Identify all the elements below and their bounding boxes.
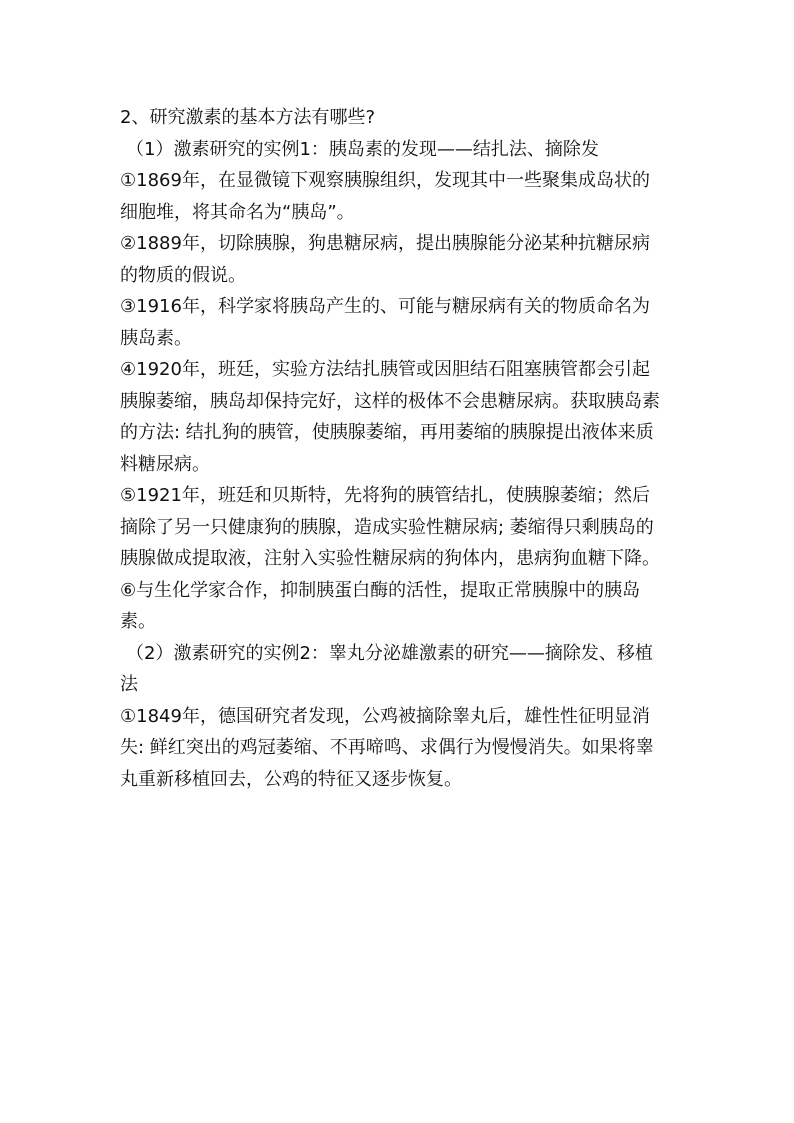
text-line: ⑥与生化学家合作，抑制胰蛋白酶的活性，提取正常胰腺中的胰岛 xyxy=(120,579,641,601)
text-line: 胰腺萎缩，胰岛却保持完好，这样的极体不会患糖尿病。获取胰岛素 xyxy=(120,390,660,412)
document-body xyxy=(120,102,680,795)
section-heading-2: （2）激素研究的实例2：睾丸分泌雄激素的研究——摘除发、移植 xyxy=(126,642,653,664)
text-line: 的物质的假说。 xyxy=(120,264,246,286)
text-line: 摘除了另一只健康狗的胰腺，造成实验性糖尿病; 萎缩得只剩胰岛的 xyxy=(120,516,654,538)
text-line: ③1916年，科学家将胰岛产生的、可能与糖尿病有关的物质命名为 xyxy=(120,296,650,317)
section-heading-1: （1）激素研究的实例1：胰岛素的发现——结扎法、摘除发 xyxy=(126,138,599,160)
text-line: 的方法: 结扎狗的胰管，使胰腺萎缩，再用萎缩的胰腺提出液体来质 xyxy=(120,422,654,443)
text-line: 细胞堆，将其命名为“胰岛”。 xyxy=(120,201,355,223)
text-line: 素。 xyxy=(120,611,156,632)
text-line: 胰岛素。 xyxy=(120,327,192,349)
text-line: 胰腺做成提取液，注射入实验性糖尿病的狗体内，患病狗血糖下降。 xyxy=(120,548,660,569)
text-line: ①1849年，德国研究者发现，公鸡被摘除睾丸后，雄性性征明显消 xyxy=(120,705,650,727)
text-line: ⑤1921年，班廷和贝斯特，先将狗的胰管结扎，使胰腺萎缩；然后 xyxy=(120,485,650,506)
text-line: 法 xyxy=(120,674,138,695)
text-line: ①1869年，在显微镜下观察胰腺组织，发现其中一些聚集成岛状的 xyxy=(120,170,650,191)
text-line: ④1920年，班廷，实验方法结扎胰管或因胆结石阻塞胰管都会引起 xyxy=(120,359,650,380)
text-line: 丸重新移植回去，公鸡的特征又逐步恢复。 xyxy=(120,768,462,790)
text-line: ②1889年，切除胰腺，狗患糖尿病，提出胰腺能分泌某种抗糖尿病 xyxy=(120,233,650,254)
question-heading: 2、研究激素的基本方法有哪些? xyxy=(120,107,376,128)
text-line: 料糖尿病。 xyxy=(120,453,210,475)
text-line: 失: 鲜红突出的鸡冠萎缩、不再啼鸣、求偶行为慢慢消失。如果将睾 xyxy=(120,737,654,758)
